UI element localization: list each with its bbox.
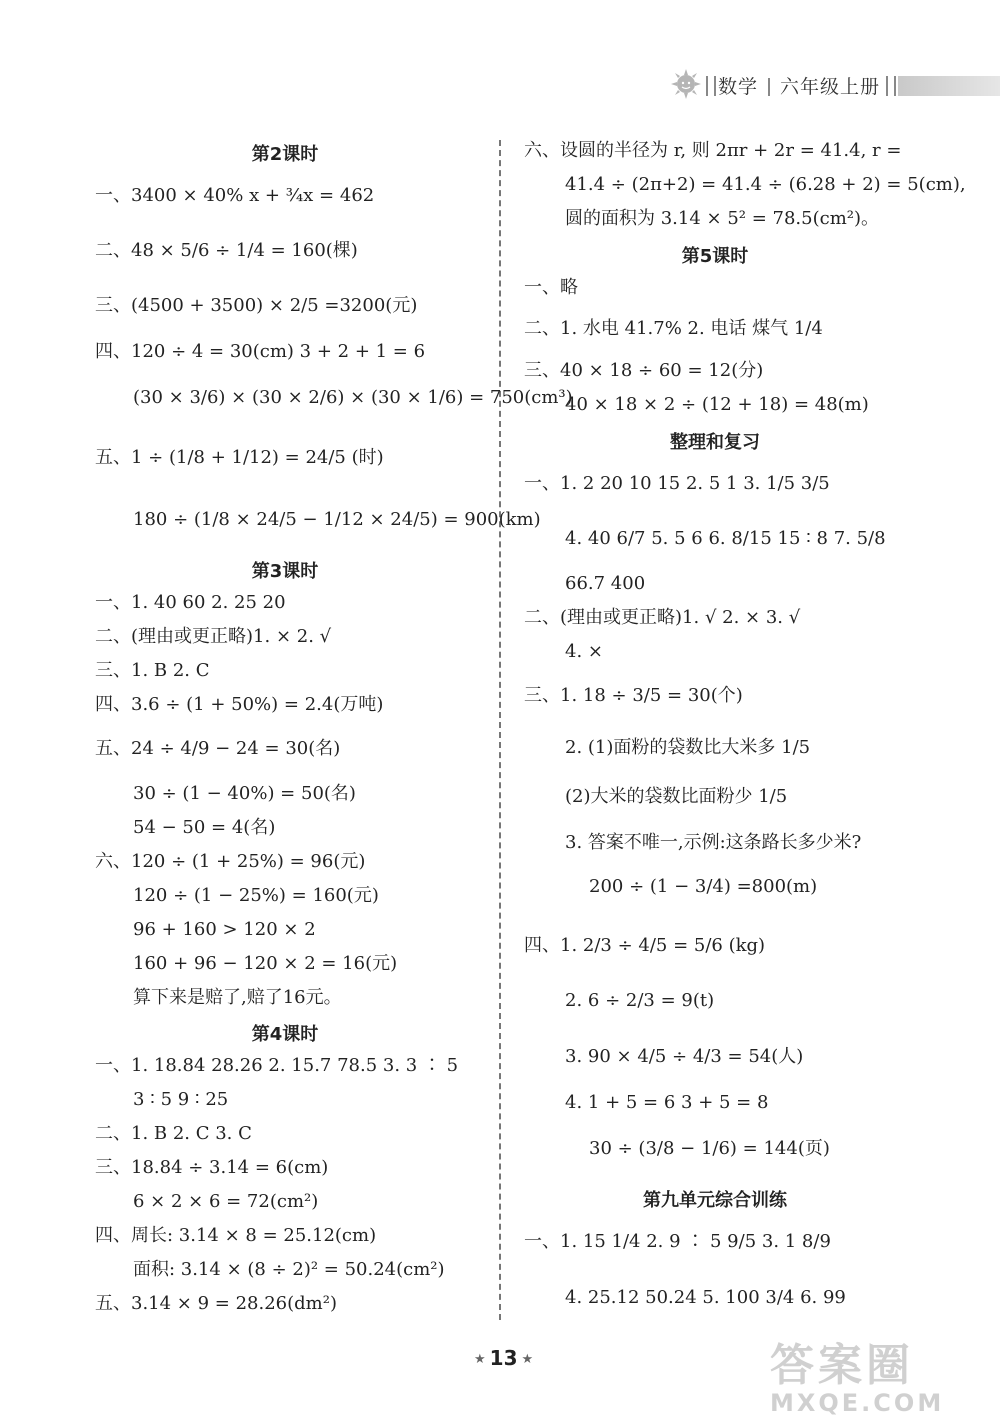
answer-line: 四、120 ÷ 4 = 30(cm) 3 + 2 + 1 = 6 xyxy=(95,341,426,362)
section-heading: 第2课时 xyxy=(251,144,319,165)
answer-line: 一、1. 15 1/4 2. 9 ∶ 5 9/5 3. 1 8/9 xyxy=(524,1231,831,1252)
answer-line: 200 ÷ (1 − 3/4) =800(m) xyxy=(589,876,818,897)
answer-line: 二、1. 水电 41.7% 2. 电话 煤气 1/4 xyxy=(524,318,823,339)
answer-line: 三、18.84 ÷ 3.14 = 6(cm) xyxy=(95,1157,329,1178)
sun-mascot-icon xyxy=(670,68,702,100)
answer-line: 2. 6 ÷ 2/3 = 9(t) xyxy=(565,990,715,1011)
answer-line: 三、1. 18 ÷ 3/5 = 30(个) xyxy=(524,685,743,706)
header-bar-right xyxy=(886,76,896,96)
answer-line: (2)大米的袋数比面粉少 1/5 xyxy=(565,786,788,807)
answer-line: 二、48 × 5/6 ÷ 1/4 = 160(棵) xyxy=(95,240,358,261)
star-icon: ★ xyxy=(521,1352,534,1367)
page-number-text: 13 xyxy=(489,1346,518,1370)
answer-line: 五、1 ÷ (1/8 + 1/12) = 24/5 (时) xyxy=(95,447,384,468)
answer-line: 3 ∶ 5 9 ∶ 25 xyxy=(133,1089,229,1110)
answer-line: (30 × 3/6) × (30 × 2/6) × (30 × 1/6) = 750(cm³) xyxy=(133,387,573,408)
header-separator xyxy=(768,78,770,96)
answer-line: 算下来是赔了,赔了16元。 xyxy=(133,987,342,1008)
answer-line: 96 + 160 > 120 × 2 xyxy=(133,919,316,940)
answer-line: 3. 90 × 4/5 ÷ 4/3 = 54(人) xyxy=(565,1046,804,1067)
answer-line: 4. 25.12 50.24 5. 100 3/4 6. 99 xyxy=(565,1287,846,1308)
section-heading: 第九单元综合训练 xyxy=(643,1190,787,1211)
answer-line: 40 × 18 × 2 ÷ (12 + 18) = 48(m) xyxy=(565,394,869,415)
section-heading: 第3课时 xyxy=(251,561,319,582)
answer-line: 二、(理由或更正略)1. × 2. √ xyxy=(95,626,332,647)
answer-line: 三、1. B 2. C xyxy=(95,660,210,681)
answer-line: 三、40 × 18 ÷ 60 = 12(分) xyxy=(524,360,764,381)
answer-line: 圆的面积为 3.14 × 5² = 78.5(cm²)。 xyxy=(565,208,880,229)
answer-line: 41.4 ÷ (2π+2) = 41.4 ÷ (6.28 + 2) = 5(cm), xyxy=(565,174,966,195)
section-heading: 第5课时 xyxy=(681,246,749,267)
answer-line: 120 ÷ (1 − 25%) = 160(元) xyxy=(133,885,379,906)
page-header xyxy=(670,66,1000,104)
answer-line: 54 − 50 = 4(名) xyxy=(133,817,276,838)
grade-label: 六年级上册 xyxy=(780,76,881,98)
subject-label: 数学 xyxy=(718,76,759,98)
answer-line: 一、3400 × 40% x + ¾x = 462 xyxy=(95,185,375,206)
answer-line: 4. × xyxy=(565,641,603,662)
answer-line: 180 ÷ (1/8 × 24/5 − 1/12 × 24/5) = 900(km) xyxy=(133,509,541,530)
answer-line: 面积: 3.14 × (8 ÷ 2)² = 50.24(cm²) xyxy=(133,1259,445,1280)
answer-line: 6 × 2 × 6 = 72(cm²) xyxy=(133,1191,319,1212)
answer-line: 30 ÷ (1 − 40%) = 50(名) xyxy=(133,783,356,804)
answer-line: 一、1. 2 20 10 15 2. 5 1 3. 1/5 3/5 xyxy=(524,473,830,494)
column-divider xyxy=(499,140,501,1320)
answer-line: 一、1. 18.84 28.26 2. 15.7 78.5 3. 3 ∶ 5 xyxy=(95,1055,459,1076)
header-stripe xyxy=(898,76,1000,96)
answer-line: 4. 40 6/7 5. 5 6 6. 8/15 15 ∶ 8 7. 5/8 xyxy=(565,528,886,549)
answer-line: 二、1. B 2. C 3. C xyxy=(95,1123,252,1144)
header-bar-left xyxy=(706,76,716,96)
answer-line: 六、120 ÷ (1 + 25%) = 96(元) xyxy=(95,851,366,872)
answer-line: 一、1. 40 60 2. 25 20 xyxy=(95,592,286,613)
answer-line: 2. (1)面粉的袋数比大米多 1/5 xyxy=(565,737,811,758)
answer-line: 六、设圆的半径为 r, 则 2πr + 2r = 41.4, r = xyxy=(524,140,902,161)
watermark xyxy=(770,1329,980,1419)
answer-line: 66.7 400 xyxy=(565,573,646,594)
answer-line: 30 ÷ (3/8 − 1/6) = 144(页) xyxy=(589,1138,830,1159)
answer-line: 4. 1 + 5 = 6 3 + 5 = 8 xyxy=(565,1092,769,1113)
answer-line: 四、1. 2/3 ÷ 4/5 = 5/6 (kg) xyxy=(524,935,766,956)
answer-line: 四、3.6 ÷ (1 + 50%) = 2.4(万吨) xyxy=(95,694,384,715)
answer-line: 一、略 xyxy=(524,277,578,298)
watermark-logo-text: 答案圈 xyxy=(770,1340,914,1391)
answer-line: 五、3.14 × 9 = 28.26(dm²) xyxy=(95,1293,337,1314)
answer-line: 五、24 ÷ 4/9 − 24 = 30(名) xyxy=(95,738,341,759)
section-heading: 整理和复习 xyxy=(670,432,760,453)
answer-line: 三、(4500 + 3500) × 2/5 =3200(元) xyxy=(95,295,418,316)
answer-line: 3. 答案不唯一,示例:这条路长多少米? xyxy=(565,832,862,853)
answer-line: 二、(理由或更正略)1. √ 2. × 3. √ xyxy=(524,607,801,628)
section-heading: 第4课时 xyxy=(251,1024,319,1045)
answer-line: 四、周长: 3.14 × 8 = 25.12(cm) xyxy=(95,1225,377,1246)
watermark-url: MXQE.COM xyxy=(770,1389,945,1417)
header-title xyxy=(718,72,880,99)
star-icon: ★ xyxy=(474,1352,486,1367)
answer-line: 160 + 96 − 120 × 2 = 16(元) xyxy=(133,953,398,974)
page-number xyxy=(470,1346,537,1370)
